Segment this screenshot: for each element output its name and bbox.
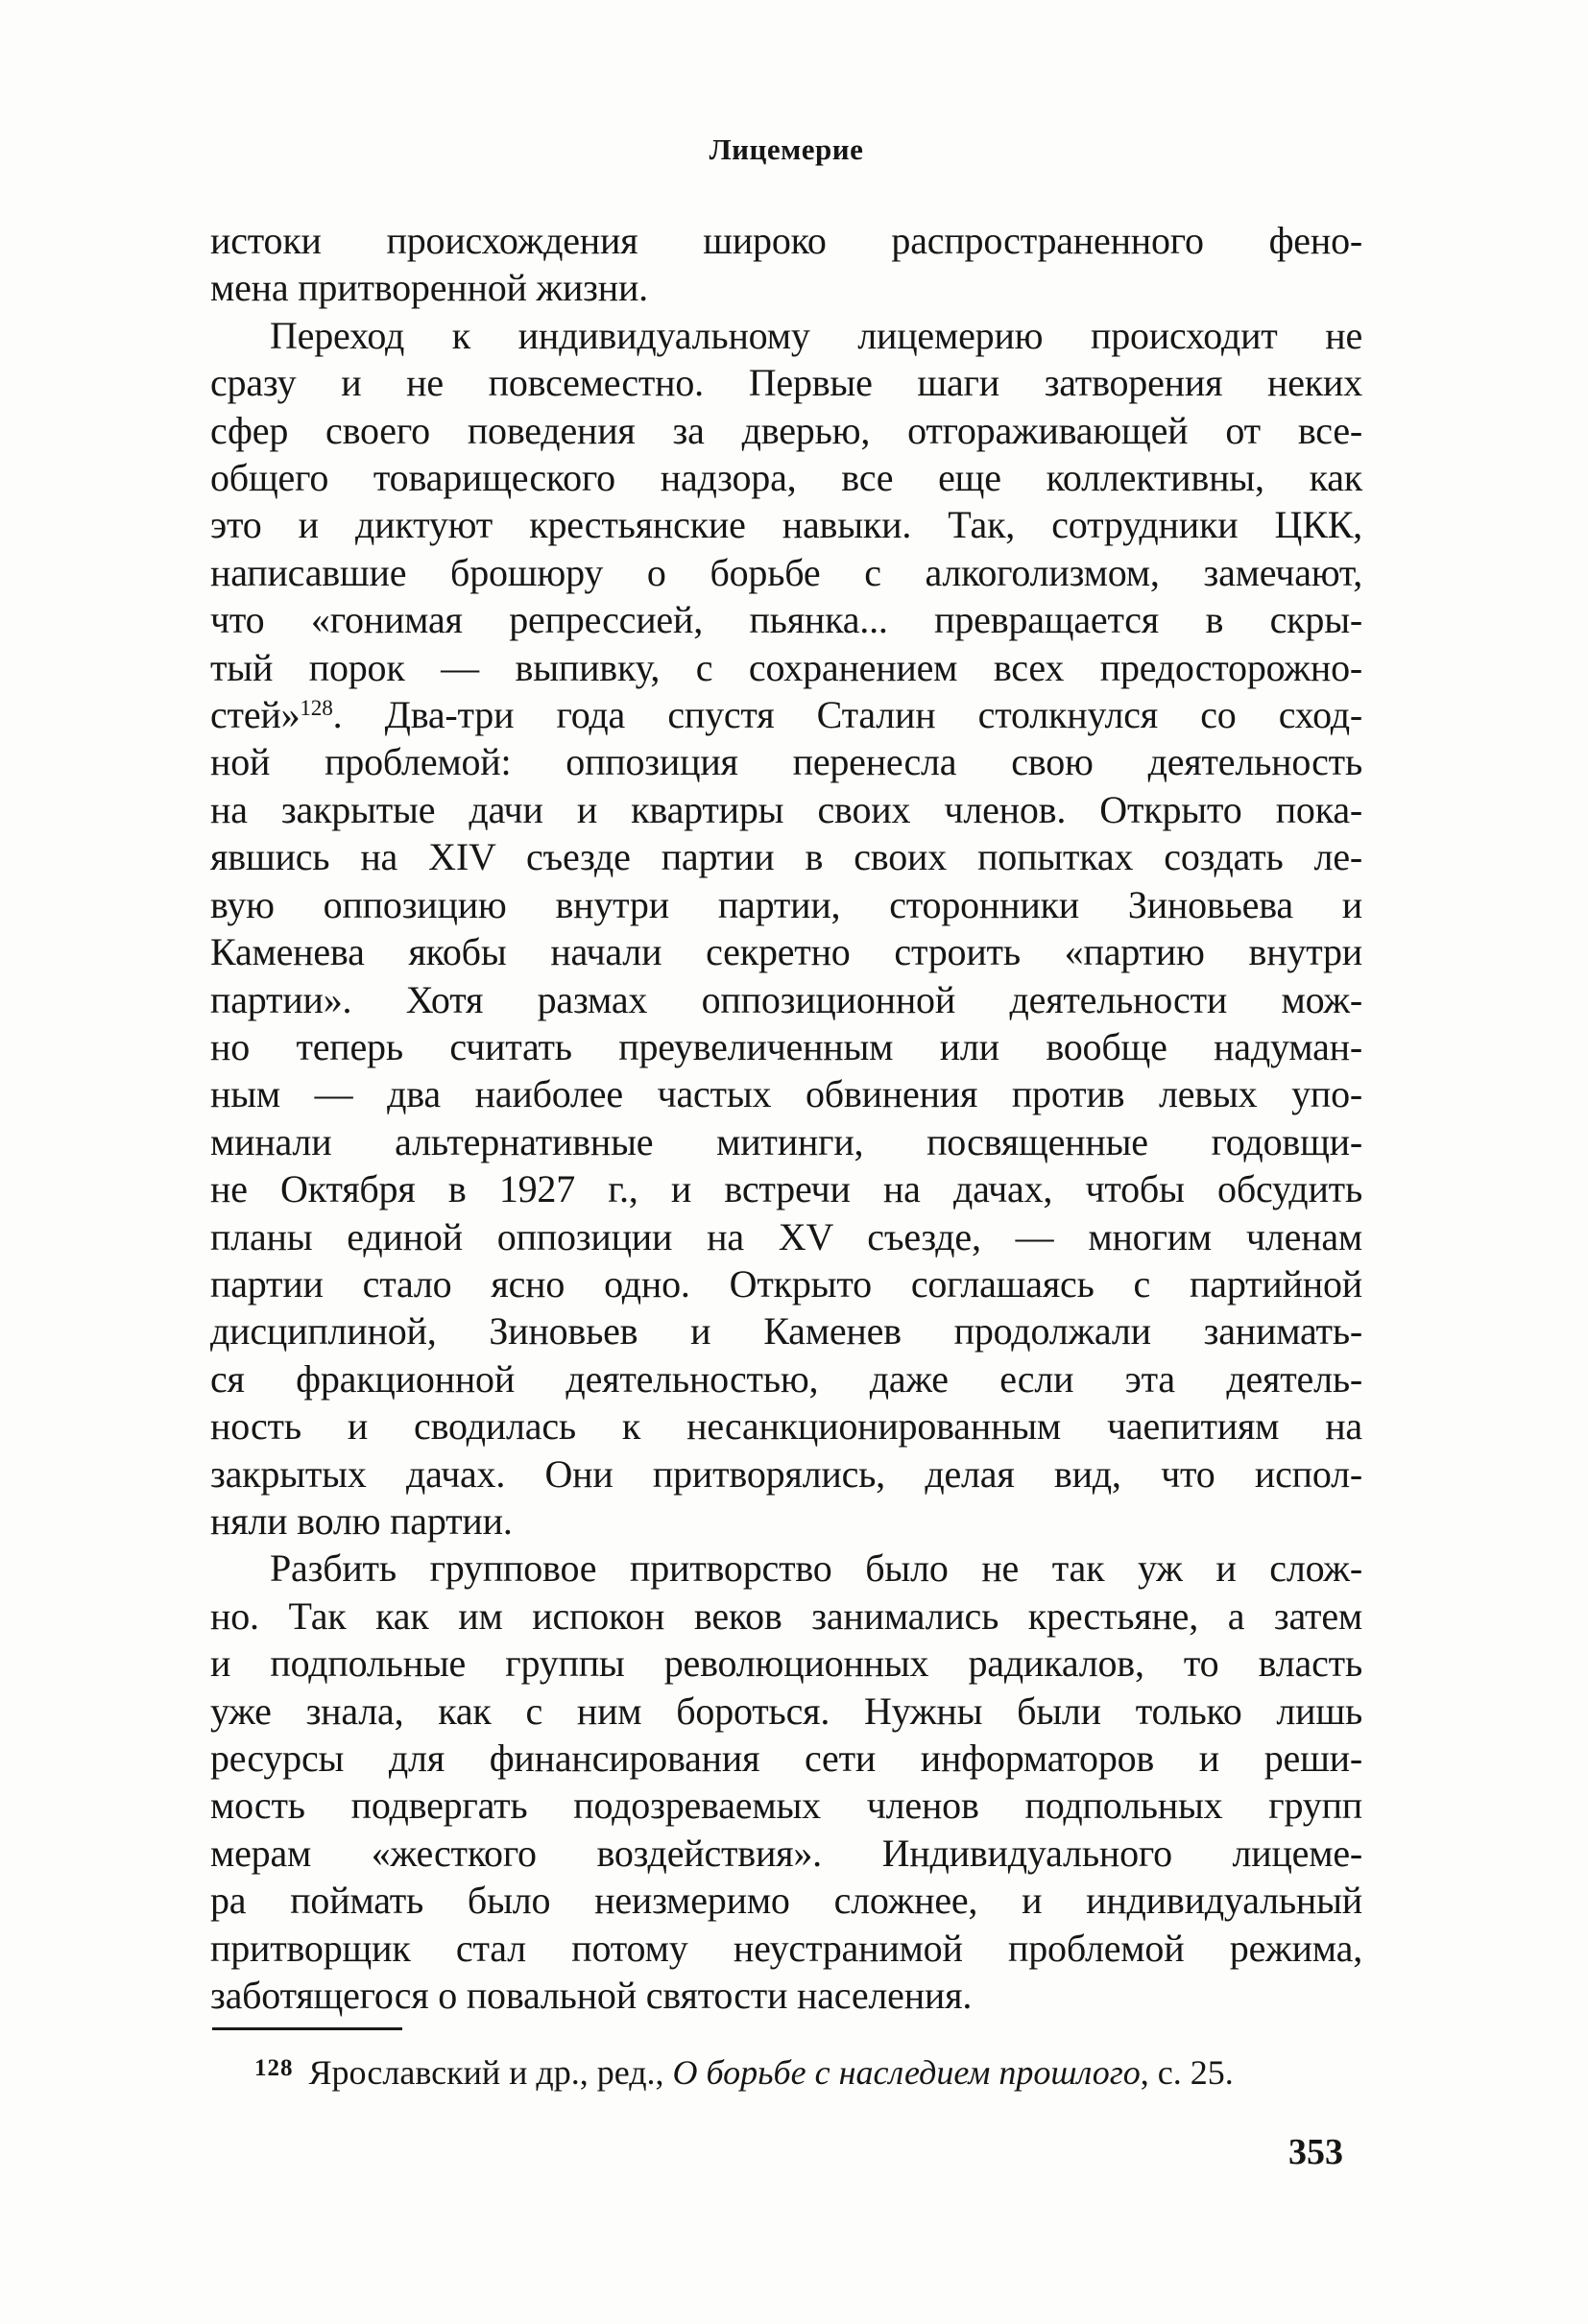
text-segment: , с. 25. bbox=[1140, 2053, 1234, 2092]
text-segment: написавшие брошюру о борьбе с алкоголизмом, замечают, bbox=[210, 550, 1362, 594]
text-segment: уже знала, как с ним бороться. Нужны были только лишь bbox=[210, 1689, 1362, 1733]
text-line bbox=[210, 1402, 1362, 1450]
text-line bbox=[210, 1307, 1362, 1354]
text-segment: Разбить групповое притворство было не так уж и слож- bbox=[270, 1546, 1362, 1591]
text-segment: Каменева якобы начали секретно строить «партию внутри bbox=[210, 930, 1362, 974]
text-segment: не Октября в 1927 г., и встречи на дачах, чтобы обсудить bbox=[210, 1167, 1362, 1211]
text-line bbox=[210, 1545, 1362, 1592]
text-line bbox=[210, 1830, 1362, 1877]
text-line bbox=[210, 1782, 1362, 1829]
text-segment: планы единой оппозиции на XV съезде, — многим членам bbox=[210, 1214, 1362, 1258]
text-segment: минали альтернативные митинги, посвященные годовщи- bbox=[210, 1119, 1362, 1163]
text-line bbox=[210, 976, 1362, 1023]
text-line bbox=[210, 1497, 1362, 1545]
text-segment: О борьбе с наследием прошлого bbox=[672, 2053, 1141, 2092]
text-line bbox=[210, 407, 1362, 454]
text-line bbox=[210, 691, 1362, 738]
text-segment: няли волю партии. bbox=[210, 1498, 513, 1543]
text-segment: ся фракционной деятельностью, даже если эта деятель- bbox=[210, 1356, 1362, 1401]
text-segment: ресурсы для финансирования сети информаторов и реши- bbox=[210, 1737, 1362, 1780]
text-line bbox=[210, 549, 1362, 596]
text-line bbox=[210, 928, 1362, 975]
text-segment: мена притворенной жизни. bbox=[210, 266, 648, 310]
text-line bbox=[210, 1165, 1362, 1212]
text-line bbox=[210, 596, 1362, 643]
page-number: 353 bbox=[1288, 2132, 1343, 2172]
text-segment: партии стало ясно одно. Открыто соглашаясь с партийной bbox=[210, 1261, 1362, 1306]
text-line bbox=[210, 738, 1362, 785]
text-line bbox=[210, 1355, 1362, 1402]
text-segment: закрытых дачах. Они притворялись, делая вид, что испол- bbox=[210, 1451, 1362, 1496]
text-segment: сфер своего поведения за дверью, отгораживающей от все- bbox=[210, 408, 1362, 452]
text-segment: что «гонимая репрессией, пьянка... превращается в скры- bbox=[210, 598, 1362, 642]
text-line bbox=[210, 1213, 1362, 1260]
text-segment: и подпольные группы революционных радикалов, то власть bbox=[210, 1641, 1362, 1686]
text-line bbox=[210, 644, 1362, 691]
text-segment: истоки происхождения широко распространенного фено- bbox=[210, 219, 1362, 262]
text-line bbox=[210, 1118, 1362, 1165]
text-segment: это и диктуют крестьянские навыки. Так, сотрудники ЦКК, bbox=[210, 503, 1362, 547]
text-segment: заботящегося о повальной святости населения. bbox=[210, 1974, 973, 2018]
text-segment: ра поймать было неизмеримо сложнее, и индивидуальный bbox=[210, 1879, 1362, 1923]
text-segment: стей» bbox=[210, 693, 301, 737]
text-segment: . Два-три года спустя Сталин столкнулся со сход- bbox=[332, 693, 1362, 737]
text-line bbox=[210, 1640, 1362, 1687]
text-line bbox=[210, 1070, 1362, 1117]
text-segment: ным — два наиболее частых обвинения против левых упо- bbox=[210, 1072, 1362, 1116]
text-line bbox=[210, 1023, 1362, 1070]
body-text bbox=[210, 217, 1362, 2019]
text-line bbox=[210, 312, 1362, 359]
footnote bbox=[210, 2050, 1362, 2099]
text-segment: общего товарищеского надзора, все еще коллективны, как bbox=[210, 456, 1362, 500]
text-line bbox=[210, 501, 1362, 548]
text-segment: дисциплиной, Зиновьев и Каменев продолжали занимать- bbox=[210, 1309, 1362, 1354]
text-line bbox=[210, 1925, 1362, 1972]
text-line bbox=[210, 454, 1362, 501]
text-line bbox=[210, 833, 1362, 880]
text-line bbox=[210, 264, 1362, 311]
text-line bbox=[210, 1260, 1362, 1307]
text-line bbox=[210, 1593, 1362, 1640]
text-segment: тый порок — выпивку, с сохранением всех предосторожно- bbox=[210, 645, 1362, 689]
text-line bbox=[210, 1688, 1362, 1735]
text-segment: ной проблемой: оппозиция перенесла свою деятельность bbox=[210, 740, 1362, 784]
text-line bbox=[210, 881, 1362, 928]
text-segment: явшись на XIV съезде партии в своих попытках создать ле- bbox=[210, 835, 1362, 879]
text-segment: Переход к индивидуальному лицемерию происходит не bbox=[270, 313, 1362, 357]
text-line bbox=[210, 1450, 1362, 1497]
text-segment: Ярославский и др., ред., bbox=[308, 2053, 673, 2092]
text-line bbox=[210, 786, 1362, 833]
text-line bbox=[210, 1877, 1362, 1924]
running-head: Лицемерие bbox=[709, 132, 864, 166]
text-line bbox=[210, 217, 1362, 264]
footnote-text bbox=[309, 2053, 1234, 2092]
text-segment: ность и сводилась к несанкционированным чаепитиям на bbox=[210, 1404, 1362, 1449]
text-line bbox=[210, 1972, 1362, 2019]
text-segment: партии». Хотя размах оппозиционной деятельности мож- bbox=[210, 977, 1362, 1021]
footnote-separator bbox=[212, 2027, 402, 2030]
text-segment: вую оппозицию внутри партии, сторонники Зиновьева и bbox=[210, 882, 1362, 926]
text-segment: мость подвергать подозреваемых членов подпольных групп bbox=[210, 1784, 1362, 1828]
text-segment: мерам «жесткого воздействия». Индивидуального лицеме- bbox=[210, 1831, 1362, 1875]
superscript-ref: 128 bbox=[300, 696, 333, 722]
text-segment: притворщик стал потому неустранимой проблемой режима, bbox=[210, 1926, 1362, 1970]
text-segment: сразу и не повсеместно. Первые шаги затворения неких bbox=[210, 361, 1362, 405]
text-segment: но. Так как им испокон веков занимались крестьяне, а затем bbox=[210, 1593, 1362, 1638]
text-line bbox=[210, 1735, 1362, 1782]
text-segment: на закрытые дачи и квартиры своих членов. Открыто пока- bbox=[210, 787, 1362, 831]
text-segment: но теперь считать преувеличенным или вообще надуман- bbox=[210, 1024, 1362, 1068]
text-line bbox=[210, 359, 1362, 406]
footnote-marker: 128 bbox=[254, 2055, 294, 2081]
